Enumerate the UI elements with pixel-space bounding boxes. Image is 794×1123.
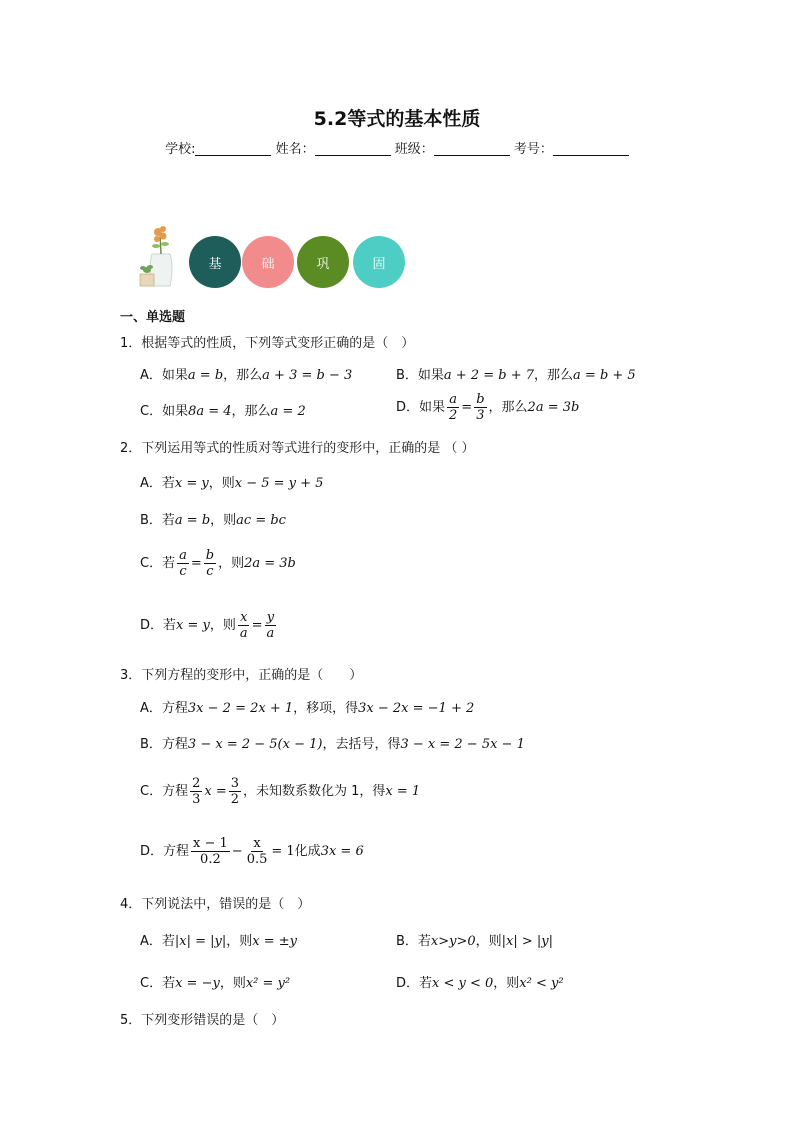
name-label: 姓名： — [275, 142, 315, 157]
question-4-option-c-connector: ，则 — [219, 976, 246, 991]
question-2-option-d-fraction-2 — [265, 610, 277, 641]
question-1-option-a-connector: ，那么 — [223, 368, 263, 383]
school-label: 学校: — [165, 142, 196, 157]
question-1-option-d-fraction-2 — [474, 392, 486, 423]
question-2-option-d-operator: = — [251, 618, 263, 633]
question-3-option-c-fraction-2-numerator: 3 — [230, 776, 239, 791]
question-3-option-d-fraction-1-denominator: 0.2 — [200, 852, 221, 867]
question-4-option-c-expr: x = −y — [175, 976, 220, 991]
question-4-option-a[interactable] — [140, 930, 297, 949]
question-3-option-a-label: A．方程 — [140, 701, 188, 716]
question-3-option-a[interactable] — [140, 697, 474, 716]
question-3-option-d-fraction-1 — [191, 836, 230, 867]
question-1-option-d-operator: = — [461, 400, 473, 415]
section-heading: 一、单选题 — [120, 310, 186, 325]
question-2-option-c[interactable] — [140, 548, 296, 579]
page-title: 5.2等式的基本性质 — [313, 108, 481, 130]
question-3-option-d-operator: − — [231, 844, 243, 859]
badge-1: 基 — [189, 236, 241, 288]
question-1-option-b-expr: a + 2 = b + 7 — [443, 368, 535, 383]
question-3-option-c-label: C．方程 — [140, 784, 189, 799]
question-2-option-a-connector: ，则 — [208, 476, 235, 491]
question-1-option-d-connector: ，那么 — [488, 400, 528, 415]
question-3-option-a-connector: ，移项，得 — [293, 701, 359, 716]
question-2-option-d-label: D．若 — [140, 618, 177, 633]
question-2-option-c-fraction-1-numerator: a — [179, 548, 187, 563]
question-3-option-b[interactable] — [140, 733, 525, 752]
question-4-option-d[interactable] — [396, 972, 564, 991]
question-4-option-d-expr: x < y < 0 — [432, 976, 494, 991]
question-1-option-d-fraction-1 — [447, 392, 459, 423]
class-blank[interactable] — [434, 141, 510, 156]
question-3-option-c-fraction-2 — [229, 776, 241, 807]
question-3-option-c-fraction-1 — [190, 776, 202, 807]
question-4-option-b-connector: ，则 — [475, 934, 502, 949]
question-2-option-b-label: B．若 — [140, 513, 175, 528]
question-4-option-d-label: D．若 — [396, 976, 433, 991]
question-4-option-d-result: x² < y² — [519, 976, 564, 991]
question-1-option-d-fraction-1-denominator: 2 — [449, 408, 458, 423]
question-1-option-b[interactable] — [396, 364, 636, 383]
question-1-option-a-expr: a = b — [187, 368, 224, 383]
question-3-option-c-result: x = 1 — [385, 784, 421, 799]
question-1-option-d-fraction-1-numerator: a — [449, 392, 458, 407]
question-3-option-d-fraction-1-numerator: x − 1 — [193, 836, 228, 851]
question-1-option-d-fraction-2-denominator: 3 — [476, 408, 485, 423]
question-2-option-c-fraction-2 — [204, 548, 216, 579]
question-1-option-c[interactable] — [140, 400, 306, 419]
question-3-option-c-fraction-1-denominator: 3 — [192, 792, 201, 807]
question-3-option-c-x-equals: x = — [204, 784, 227, 799]
question-2-option-a-label: A．若 — [140, 476, 175, 491]
question-2-option-d-expr: x = y — [176, 618, 210, 633]
school-blank[interactable] — [195, 141, 271, 156]
question-2-stem: 2．下列运用等式的性质对等式进行的变形中，正确的是 （ ） — [120, 441, 475, 456]
question-2-option-d-fraction-1-denominator: a — [239, 626, 248, 641]
question-4-option-a-result: x = ±y — [252, 934, 298, 949]
question-2-option-a-expr: x = y — [174, 476, 209, 491]
question-2-option-c-label: C．若 — [140, 556, 176, 571]
question-4-option-c-label: C．若 — [140, 976, 176, 991]
question-2-option-b-expr: a = b — [174, 513, 211, 528]
question-2-option-c-connector: ，则 — [218, 556, 245, 571]
question-2-option-b[interactable] — [140, 509, 286, 528]
question-3-option-d-fraction-2-denominator: 0.5 — [246, 852, 268, 867]
question-3-option-d-label: D．方程 — [140, 844, 190, 859]
question-4-option-a-expr: |x| = |y| — [174, 934, 227, 949]
question-2-option-b-result: ac = bc — [236, 513, 286, 528]
question-1-stem: 1．根据等式的性质，下列等式变形正确的是（ ） — [120, 336, 415, 351]
question-1-option-a[interactable] — [140, 364, 352, 383]
question-1-option-d-fraction-2-numerator: b — [476, 392, 485, 407]
question-3-option-c-fraction-2-denominator: 2 — [230, 792, 239, 807]
class-label: 班级： — [394, 142, 434, 157]
question-3-option-c-fraction-1-numerator: 2 — [192, 776, 201, 791]
question-3-option-b-result: 3 − x = 2 − 5x − 1 — [400, 737, 525, 752]
question-2-option-a-result: x − 5 = y + 5 — [234, 476, 324, 491]
question-5-stem: 5．下列变形错误的是（ ） — [120, 1013, 285, 1028]
student-info-line — [0, 138, 794, 157]
question-3-option-c-connector: ，未知数系数化为 1，得 — [243, 784, 386, 799]
question-4-option-a-label: A．若 — [140, 934, 175, 949]
question-2-option-c-fraction-2-numerator: b — [205, 548, 215, 563]
question-1-option-d-result: 2a = 3b — [527, 400, 580, 415]
question-4-option-b-result: |x| > |y| — [501, 934, 554, 949]
question-1-option-d-label: D．如果 — [396, 400, 446, 415]
question-4-option-b-expr: x>y>0 — [430, 934, 476, 949]
question-4-option-d-connector: ，则 — [493, 976, 520, 991]
question-3-option-c[interactable] — [140, 776, 420, 807]
question-4-stem: 4．下列说法中，错误的是（ ） — [120, 897, 311, 912]
question-2-option-b-connector: ，则 — [210, 513, 237, 528]
question-3-option-b-connector: ，去括号，得 — [322, 737, 401, 752]
badge-4: 固 — [353, 236, 405, 288]
question-4-option-b-label: B．若 — [396, 934, 431, 949]
badge-2: 础 — [242, 236, 294, 288]
question-2-option-c-result: 2a = 3b — [244, 556, 296, 571]
plant-vase-icon — [136, 224, 178, 290]
question-1-option-a-result: a + 3 = b − 3 — [262, 368, 353, 383]
question-3-option-d-fraction-2-numerator: x — [253, 836, 261, 851]
question-2-option-d-fraction-2-denominator: a — [266, 626, 275, 641]
question-1-option-b-connector: ，那么 — [534, 368, 574, 383]
question-3-option-d-fraction-2 — [245, 836, 270, 867]
question-1-option-b-label: B．如果 — [396, 368, 444, 383]
question-2-option-d-fraction-1-numerator: x — [240, 610, 248, 625]
question-1-option-c-label: C．如果 — [140, 404, 189, 419]
question-2-option-c-fraction-2-denominator: c — [206, 564, 214, 579]
question-3-stem: 3．下列方程的变形中，正确的是（ ） — [120, 668, 363, 683]
question-3-option-d[interactable] — [140, 836, 364, 867]
question-2-option-d[interactable] — [140, 610, 278, 641]
question-3-option-a-result: 3x − 2x = −1 + 2 — [358, 701, 475, 716]
name-blank[interactable] — [315, 141, 391, 156]
question-1-option-d[interactable] — [396, 392, 579, 423]
number-label: 考号： — [513, 142, 553, 157]
question-4-option-c[interactable] — [140, 972, 290, 991]
question-2-option-c-fraction-1-denominator: c — [179, 564, 187, 579]
question-4-option-a-connector: ，则 — [226, 934, 253, 949]
question-1-option-c-connector: ，那么 — [231, 404, 271, 419]
number-blank[interactable] — [553, 141, 629, 156]
question-2-option-d-fraction-1 — [238, 610, 250, 641]
question-2-option-d-connector: ，则 — [209, 618, 236, 633]
question-4-option-c-result: x² = y² — [245, 976, 291, 991]
question-3-option-d-connector: 化成 — [294, 844, 321, 859]
question-1-option-c-expr: 8a = 4 — [188, 404, 232, 419]
badge-3: 巩 — [297, 236, 349, 288]
question-2-option-c-fraction-1 — [177, 548, 189, 579]
question-1-option-b-result: a = b + 5 — [573, 368, 636, 383]
question-3-option-b-expr: 3 − x = 2 − 5(x − 1) — [187, 737, 323, 752]
question-3-option-d-tail: = 1 — [271, 844, 295, 859]
question-4-option-b[interactable] — [396, 930, 553, 949]
question-3-option-d-result: 3x = 6 — [320, 844, 364, 859]
question-3-option-a-expr: 3x − 2 = 2x + 1 — [187, 701, 294, 716]
question-2-option-d-fraction-2-numerator: y — [266, 610, 275, 625]
question-2-option-c-operator: = — [190, 556, 202, 571]
question-1-option-c-result: a = 2 — [270, 404, 306, 419]
question-1-option-a-label: A．如果 — [140, 368, 188, 383]
question-3-option-b-label: B．方程 — [140, 737, 188, 752]
question-2-option-a[interactable] — [140, 472, 323, 491]
